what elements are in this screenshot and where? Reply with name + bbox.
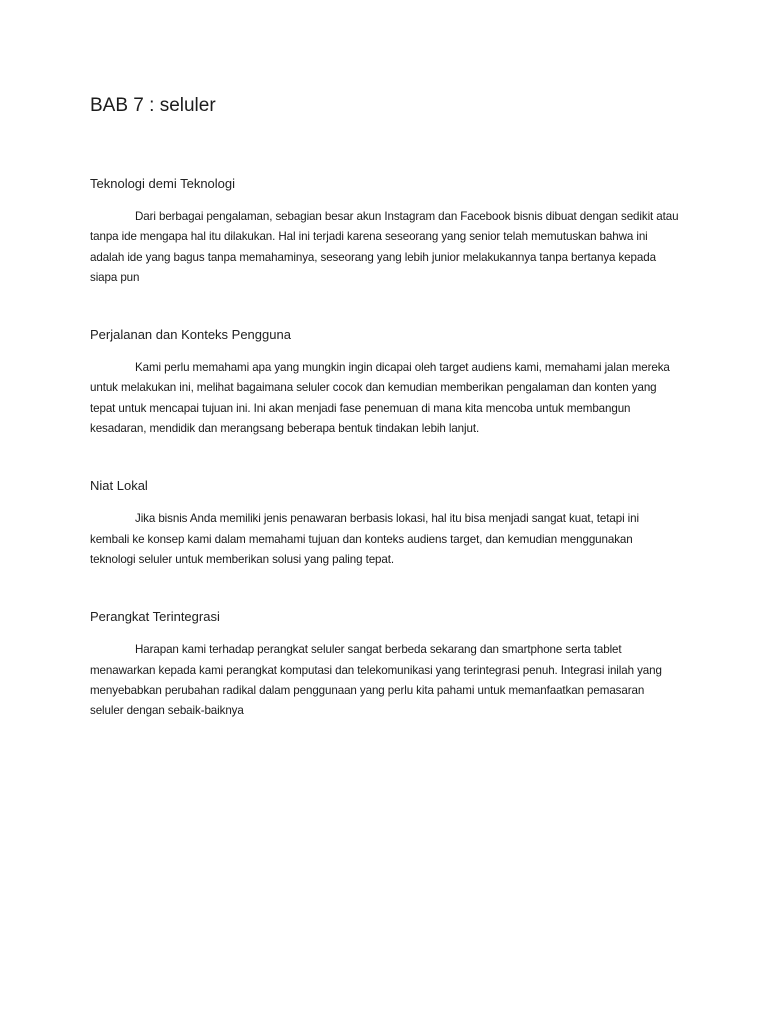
- section-teknologi: [90, 175, 688, 288]
- section-heading: Teknologi demi Teknologi: [90, 176, 236, 191]
- section-niat-lokal: [90, 477, 688, 570]
- section-heading: Niat Lokal: [90, 478, 148, 494]
- section-body: Jika bisnis Anda memiliki jenis penawaran berbasis lokasi, hal itu bisa menjadi sangat kuat, tetapi ini kembali ke konsep kami dalam memahami tujuan dan konteks audiens target, dan kemudian menggunakan teknologi seluler untuk memberikan solusi yang paling tepat.: [90, 512, 639, 566]
- section-body: Dari berbagai pengalaman, sebagian besar akun Instagram dan Facebook bisnis dibuat dengan sedikit atau tanpa ide mengapa hal itu dilakukan. Hal ini terjadi karena seseorang yang senior telah memutuskan bahwa ini adalah ide yang bagus tanpa memahaminya, seseorang yang lebih junior melakukannya tanpa bertanya kepada siapa pun: [90, 210, 679, 284]
- section-body: Kami perlu memahami apa yang mungkin ingin dicapai oleh target audiens kami, memahami jalan mereka untuk melakukan ini, melihat bagaimana seluler cocok dan kemudian memberikan pengalaman dan konten yang tepat untuk mencapai tujuan ini. Ini akan menjadi fase penemuan di mana kita mencoba untuk membangun kesadaran, mendidik dan merangsang beberapa bentuk tindakan lebih lanjut.: [90, 361, 670, 436]
- section-body: Harapan kami terhadap perangkat seluler sangat berbeda sekarang dan smartphone serta tablet menawarkan kepada kami perangkat komputasi dan telekomunikasi yang terintegrasi penuh. Integrasi inilah yang menyebabkan perubahan radikal dalam penggunaan yang perlu kita pahami untuk memanfaatkan pemasaran seluler dengan sebaik-baiknya: [90, 643, 662, 718]
- section-heading: Perangkat Terintegrasi: [90, 609, 220, 625]
- chapter-title: BAB 7 : seluler: [90, 95, 216, 116]
- section-perangkat: [90, 608, 688, 721]
- section-perjalanan: [90, 326, 688, 439]
- section-heading: Perjalanan dan Konteks Pengguna: [90, 327, 291, 343]
